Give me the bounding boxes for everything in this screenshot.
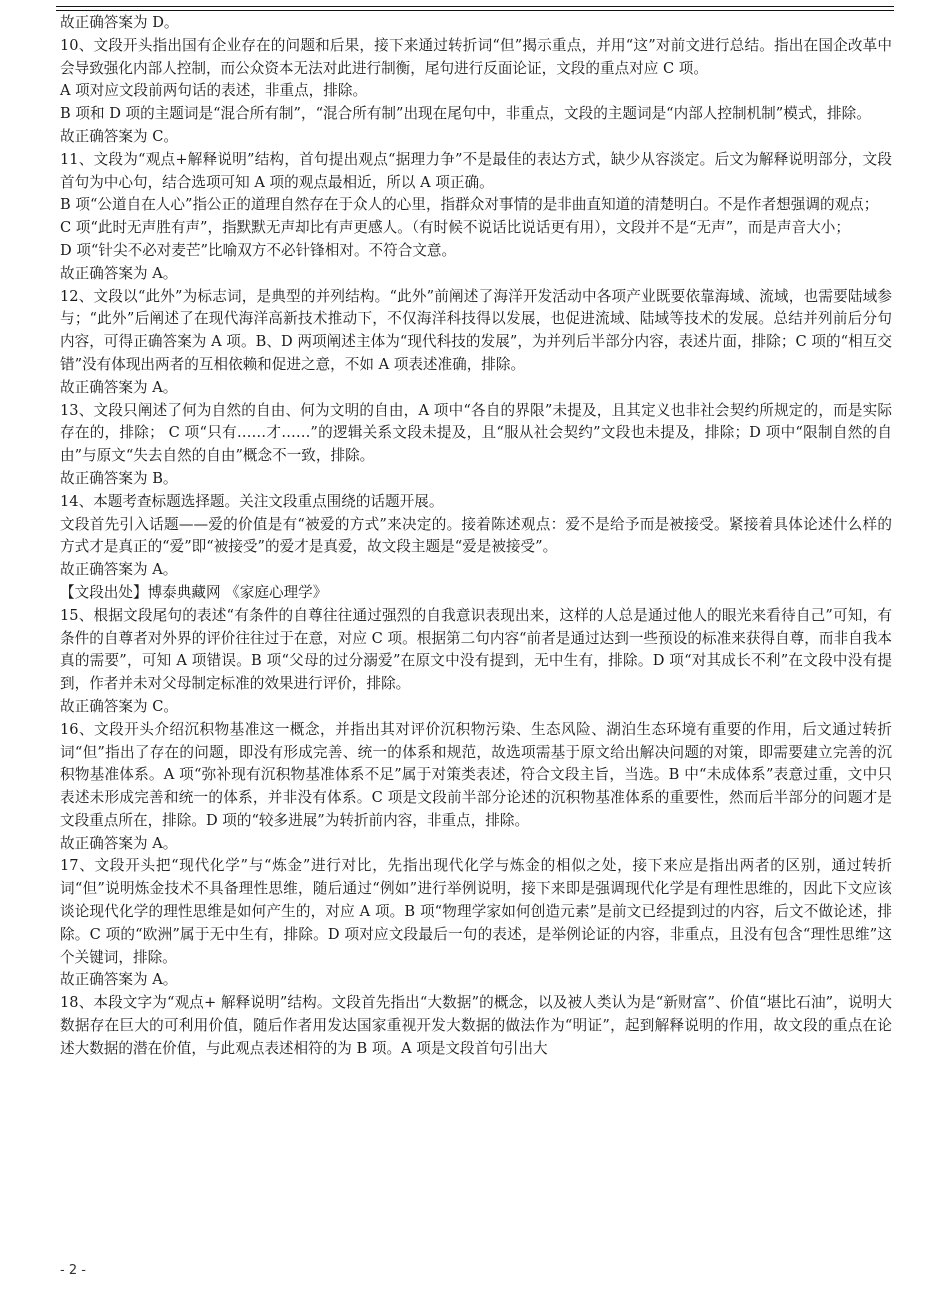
paragraph: 故正确答案为 A。 bbox=[60, 561, 178, 579]
paragraph: 11、文段为“观点+解释说明”结构，首句提出观点“据理力争”不是最佳的表达方式，缺少从容淡定。后文为解释说明部分，文段首句为中心句，结合选项可知 A 项的观点最相近，所以 A 项正确。 bbox=[60, 150, 892, 191]
paragraph: D 项“针尖不必对麦芒”比喻双方不必针锋相对。不符合文意。 bbox=[60, 241, 457, 259]
paragraph: 10、文段开头指出国有企业存在的问题和后果，接下来通过转折词“但”揭示重点，并用“这”对前文进行总结。指出在国企改革中会导致强化内部人控制，而公众资本无法对此进行制衡，尾句进行反面论证，文段的重点对应 C 项。 bbox=[60, 36, 892, 77]
paragraph: 故正确答案为 C。 bbox=[60, 127, 178, 145]
paragraph: 故正确答案为 C。 bbox=[60, 697, 178, 715]
answer-explanations bbox=[60, 12, 892, 1061]
paragraph: 12、文段以“此外”为标志词，是典型的并列结构。“此外”前阐述了海洋开发活动中各项产业既要依靠海域、流域，也需要陆域参与；“此外”后阐述了在现代海洋高新技术推动下，不仅海洋科技得以发展，也促进流域、陆域等技术的发展。总结并列前后分句内容，可得正确答案为 A 项。B、D 两项阐述主体为“现代科技的发展”，为并列后半部分内容，表述片面，排除；C 项的“相互交错”没有体现出两者的互相依赖和促进之意，不如 A 项表述准确，排除。 bbox=[60, 287, 892, 373]
paragraph: 故正确答案为 A。 bbox=[60, 378, 178, 396]
paragraph: 故正确答案为 A。 bbox=[60, 834, 178, 852]
paragraph: A 项对应文段前两句话的表述，非重点，排除。 bbox=[60, 82, 368, 100]
paragraph: 故正确答案为 A。 bbox=[60, 971, 178, 989]
paragraph: 18、本段文字为“观点+ 解释说明”结构。文段首先指出“大数据”的概念，以及被人类认为是“新财富”、价值“堪比石油”，说明大数据存在巨大的可利用价值，随后作者用发达国家重视开发大数据的做法作为“明证”，起到解释说明的作用，故文段的重点在论述大数据的潜在价值，与此观点表述相符的为 B 项。A 项是文段首句引出大 bbox=[60, 994, 892, 1057]
paragraph: 故正确答案为 D。 bbox=[60, 14, 179, 31]
paragraph: 故正确答案为 A。 bbox=[60, 264, 178, 282]
paragraph: B 项和 D 项的主题词是“混合所有制”，“混合所有制”出现在尾句中，非重点，文段的主题词是“内部人控制机制”模式，排除。 bbox=[60, 105, 871, 123]
paragraph: 文段首先引入话题——爱的价值是有“被爱的方式”来决定的。接着陈述观点：爱不是给予而是被接受。紧接着具体论述什么样的方式才是真正的“爱”即“被接受”的爱才是真爱，故文段主题是“爱是被接受”。 bbox=[60, 515, 892, 556]
paragraph: B 项“公道自在人心”指公正的道理自然存在于众人的心里，指群众对事情的是非曲直知道的清楚明白。不是作者想强调的观点； bbox=[60, 196, 879, 214]
header-rule bbox=[56, 6, 894, 7]
paragraph: 14、本题考查标题选择题。关注文段重点围绕的话题开展。 bbox=[60, 492, 444, 510]
header-rule-thin bbox=[56, 10, 894, 11]
paragraph: 13、文段只阐述了何为自然的自由、何为文明的自由，A 项中“各自的界限”未提及，且其定义也非社会契约所规定的，而是实际存在的，排除； C 项“只有……才……”的逻辑关系文段未提及，且“服从社会契约”文段也未提及，排除；D 项中“限制自然的自由”与原文“失去自然的自由”概念不一致，排除。 bbox=[60, 401, 892, 465]
paragraph: 16、文段开头介绍沉积物基准这一概念，并指出其对评价沉积物污染、生态风险、湖泊生态环境有重要的作用，后文通过转折词“但”指出了存在的问题，即没有形成完善、统一的体系和规范，故选项需基于原文给出解决问题的对策，即需要建立完善的沉积物基准体系。A 项“弥补现有沉积物基准体系不足”属于对策类表述，符合文段主旨，当选。B 中“未成体系”表意过重，文中只表述未形成完善和统一的体系，并非没有体系。C 项是文段前半部分论述的沉积物基准体系的重要性，然而后半部分的问题才是文段重点所在，排除。D 项的“较多进展”为转折前内容，非重点，排除。 bbox=[60, 720, 892, 829]
paragraph: 17、文段开头把“现代化学”与“炼金”进行对比，先指出现代化学与炼金的相似之处，接下来应是指出两者的区别，通过转折词“但”说明炼金技术不具备理性思维，随后通过“例如”进行举例说明，接下来即是强调现代化学是有理性思维的，因此下文应该谈论现代化学的理性思维是如何产生的，对应 A 项。B 项“物理学家如何创造元素”是前文已经提到过的内容，后文不做论述，排除。C 项的“欧洲”属于无中生有，排除。D 项对应文段最后一句的表述，是举例论证的内容，非重点，且没有包含“理性思维”这个关键词，排除。 bbox=[60, 857, 892, 966]
paragraph: 15、根据文段尾句的表述“有条件的自尊往往通过强烈的自我意识表现出来，这样的人总是通过他人的眼光来看待自己”可知，有条件的自尊者对外界的评价往往过于在意，对应 C 项。根据第二句内容“前者是通过达到一些预设的标准来获得自尊，而非自我本真的需要”，可知 A 项错误。B 项“父母的过分溺爱”在原文中没有提到，无中生有，排除。D 项“对其成长不利”在文段中没有提到，作者并未对父母制定标准的效果进行评价，排除。 bbox=[60, 606, 892, 693]
paragraph: C 项“此时无声胜有声”，指默默无声却比有声更感人。（有时候不说话比说话更有用），文段并不是“无声”，而是声音大小； bbox=[60, 219, 850, 237]
page-number: - 2 - bbox=[60, 1263, 86, 1278]
source-note: 【文段出处】博泰典藏网 《家庭心理学》 bbox=[60, 583, 328, 601]
paragraph: 故正确答案为 B。 bbox=[60, 469, 178, 487]
